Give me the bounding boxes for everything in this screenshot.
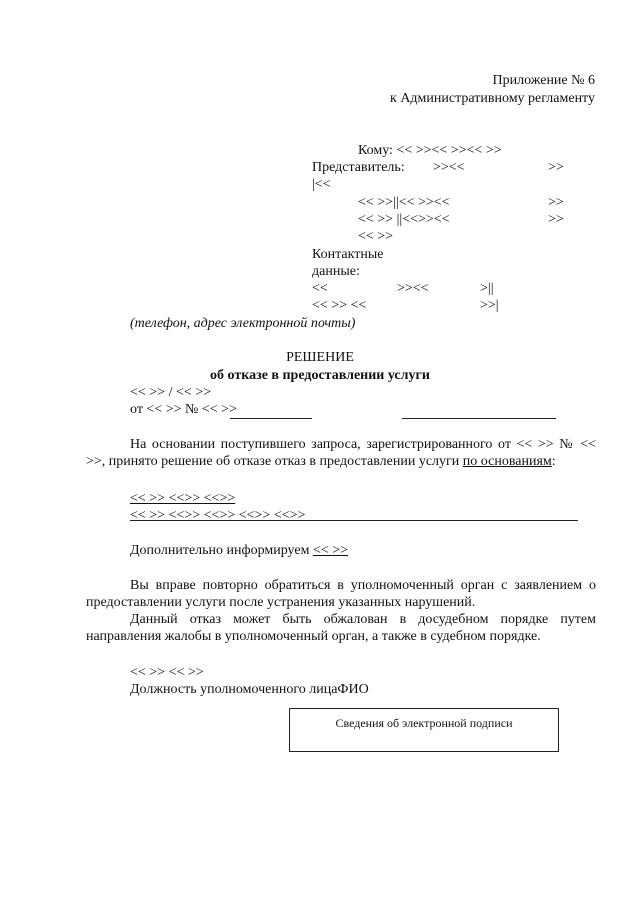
- number-underline: [402, 418, 556, 419]
- regulation-reference: к Административному регламенту: [390, 91, 595, 106]
- recipient-to: Кому: << >><< >><< >>: [358, 143, 502, 158]
- recipient-line-end: >>: [548, 212, 564, 227]
- electronic-signature-box: [289, 708, 559, 752]
- contact-line: << >> <<: [312, 298, 367, 313]
- contact-label: данные:: [312, 264, 360, 279]
- representative-value: >><<: [433, 160, 465, 175]
- contact-note: (телефон, адрес электронной почты): [130, 316, 356, 331]
- reason-line-2: << >> <<>> <<>> <<>> <<>>: [130, 508, 306, 523]
- decision-subtitle: об отказе в предоставлении услуги: [210, 368, 430, 383]
- signatory-fio: ФИО: [337, 682, 369, 697]
- signatory-position: Должность уполномоченного лица: [130, 682, 338, 697]
- appeal-paragraph-first: Данный отказ может быть обжалован в досудебном порядке путем: [130, 612, 596, 627]
- grounds-link-text: по основаниям: [462, 454, 552, 469]
- decision-paragraph: На основании поступившего запроса, зарегистрированного от << >> № << >>, принято решение об отказе отказ в предоставлении услуги по основаниям:: [86, 437, 596, 469]
- representative-label: Представитель:: [312, 160, 405, 175]
- contact-line-end: >||: [480, 281, 494, 296]
- recipient-line-end: >>: [548, 195, 564, 210]
- reason-underline: [130, 520, 578, 521]
- decision-date: от << >> № << >>: [130, 402, 237, 417]
- reason-line-1: << >> <<>> <<>>: [130, 491, 236, 506]
- date-underline: [230, 418, 312, 419]
- contact-line: <<: [312, 281, 328, 296]
- contact-label: Контактные: [312, 247, 384, 262]
- recipient-line: |<<: [312, 177, 331, 192]
- contact-line-end: >>|: [480, 298, 499, 313]
- decision-title: РЕШЕНИЕ: [286, 350, 354, 365]
- recipient-line: << >> ||<<>><<: [358, 212, 450, 227]
- representative-value-end: >>: [548, 160, 564, 175]
- contact-line: >><<: [397, 281, 429, 296]
- appeal-paragraph-second: направления жалобы в уполномоченный орган, а также в судебном порядке.: [86, 629, 541, 644]
- signatory: [130, 681, 369, 698]
- signature-placeholders: << >> << >>: [130, 665, 204, 680]
- decision-number: << >> / << >>: [130, 385, 212, 400]
- appendix-number: Приложение № 6: [492, 73, 595, 88]
- reapply-paragraph: Вы вправе повторно обратиться в уполномоченный орган с заявлением о предоставлении услуги после устранения указанных нарушений.: [86, 578, 596, 610]
- additional-info: Дополнительно информируем << >>: [130, 543, 349, 558]
- electronic-signature-label: Сведения об электронной подписи: [335, 716, 513, 730]
- recipient-line: << >>: [358, 229, 394, 244]
- recipient-line: << >>||<< >><<: [358, 195, 450, 210]
